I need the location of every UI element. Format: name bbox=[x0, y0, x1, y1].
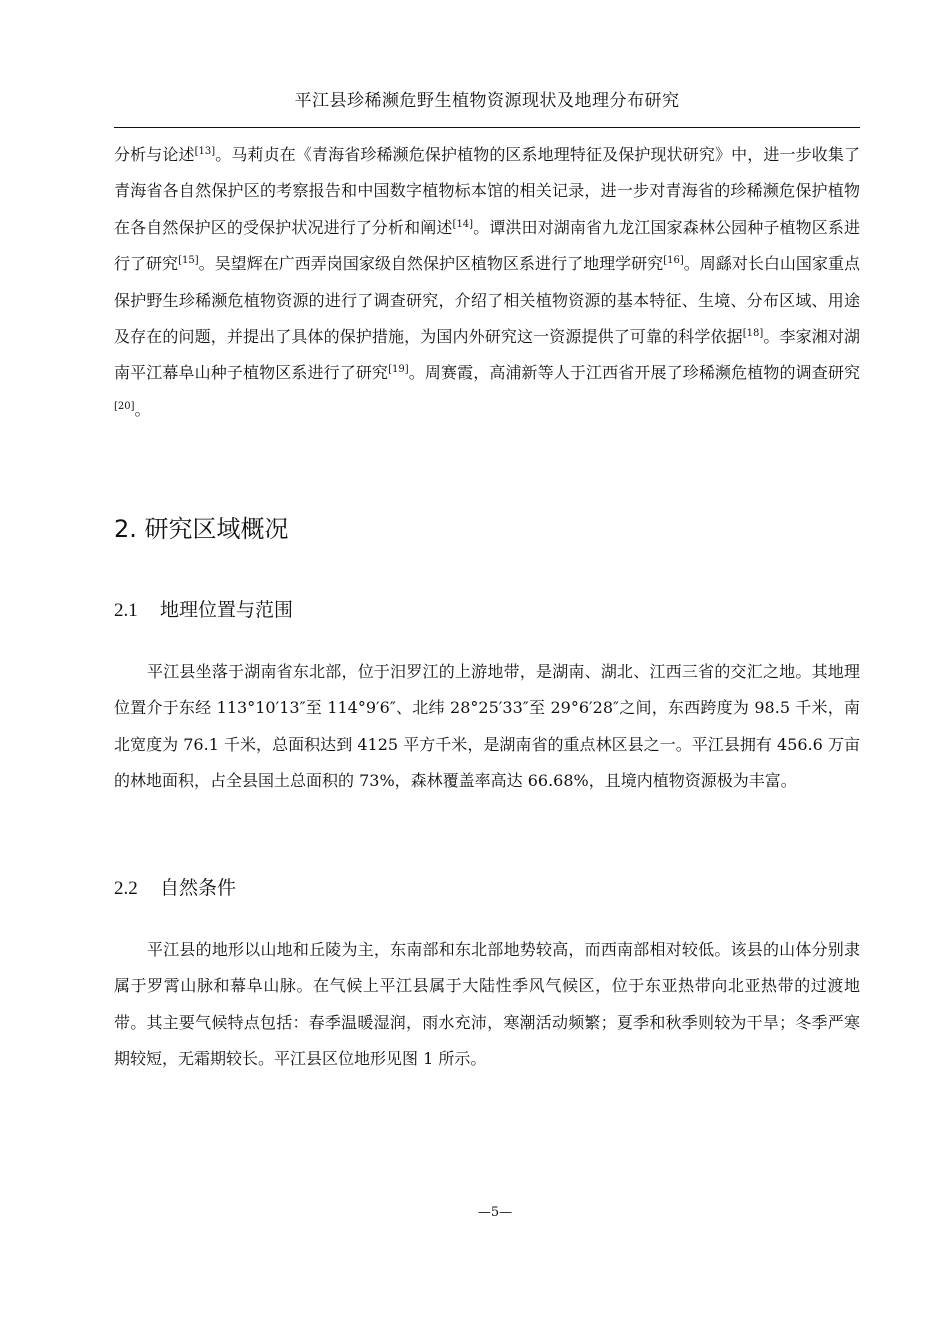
section-heading: 2. 研究区域概况 bbox=[114, 515, 289, 543]
citation: [15] bbox=[178, 255, 199, 267]
citation: [14] bbox=[452, 218, 474, 230]
subsection-number: 2.2 bbox=[114, 878, 138, 899]
page-number: —5— bbox=[477, 1205, 513, 1220]
location-paragraph: 平江县坐落于湖南省东北部，位于汨罗江的上游地带，是湖南、湖北、江西三省的交汇之地。其地理位置介于东经 113°10′13″至 114°9′6″、北纬 28°25′33″至 29°6′28″之间，东西跨度为 98.5 千米，南北宽度为 76.1 千米，总面积达到 4125 平方千米，是湖南省的重点林区县之一。平江县拥有 456.6 万亩的林地面积，占全县国土总面积的 73%，森林覆盖率高达 66.68%，且境内植物资源极为丰富。 bbox=[114, 662, 860, 791]
citation: [13] bbox=[194, 146, 216, 157]
intro-paragraph: 分析与论述[13]。马莉贞在《青海省珍稀濒危保护植物的区系地理特征及保护现状研究》中，进一步收集了青海省各自然保护区的考察报告和中国数字植物标本馆的相关记录，进一步对青海省的珍稀濒危保护植物在各自然保护区的受保护状况进行了分析和阐述[14]。谭洪田对湖南省九龙江国家森林公园种子植物区系进行了研究[15]。吴望辉在广西弄岗国家级自然保护区植物区系进行了地理学研究[16]。周繇对长白山国家重点保护野生珍稀濒危植物资源的进行了调查研究，介绍了相关植物资源的基本特征、生境、分布区域、用途及存在的问题，并提出了具体的保护措施，为国内外研究这一资源提供了可靠的科学依据[18]。李家湘对湖南平江幕阜山种子植物区系进行了研究[19]。周赛霞，高浦新等人于江西省开展了珍稀濒危植物的调查研究[20]。 bbox=[114, 145, 860, 419]
header-rule bbox=[114, 127, 860, 128]
subsection-title: 地理位置与范围 bbox=[160, 599, 294, 621]
conditions-paragraph: 平江县的地形以山地和丘陵为主，东南部和东北部地势较高，而西南部相对较低。该县的山体分别隶属于罗霄山脉和幕阜山脉。在气候上平江县属于大陆性季风气候区，位于东亚热带向北亚热带的过渡地带。其主要气候特点包括：春季温暖湿润，雨水充沛，寒潮活动频繁；夏季和秋季则较为干旱；冬季严寒期较短，无霜期较长。平江县区位地形见图 1 所示。 bbox=[114, 940, 860, 1069]
running-header: 平江县珍稀濒危野生植物资源现状及地理分布研究 bbox=[294, 91, 680, 111]
subsection-heading bbox=[114, 875, 236, 902]
subsection-number: 2.1 bbox=[114, 600, 138, 621]
citation: [18] bbox=[742, 328, 764, 340]
citation: [16] bbox=[663, 255, 684, 267]
citation: [20] bbox=[114, 400, 135, 412]
subsection-heading bbox=[114, 597, 293, 624]
subsection-title: 自然条件 bbox=[160, 877, 237, 899]
citation: [19] bbox=[388, 364, 409, 376]
